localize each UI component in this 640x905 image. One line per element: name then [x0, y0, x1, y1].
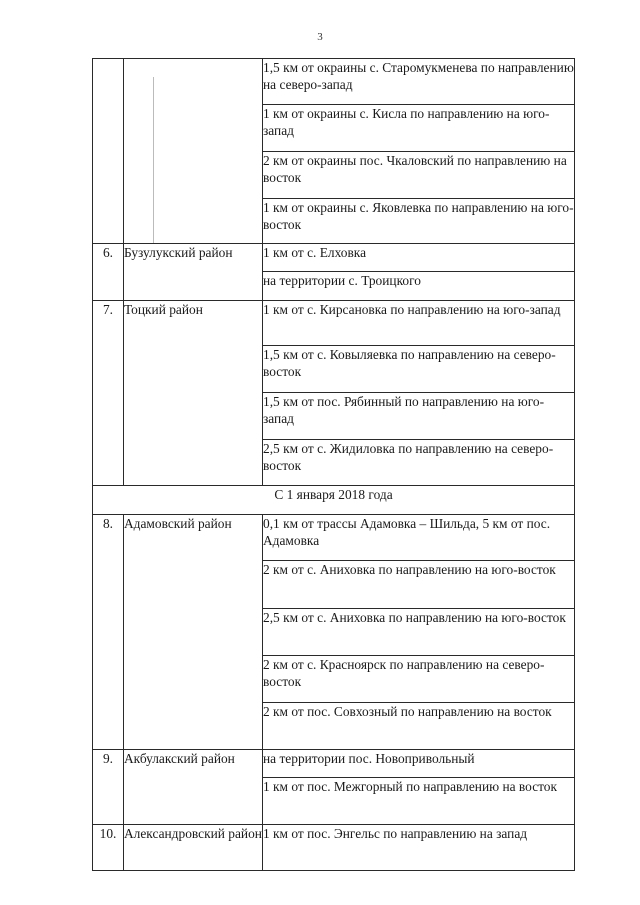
table-row — [93, 750, 575, 778]
district-cell — [124, 59, 263, 244]
number-cell — [93, 59, 124, 244]
location-cell: 1,5 км от окраины с. Старомукменева по направлению на северо-запад — [263, 59, 575, 105]
districts-table — [92, 58, 575, 871]
scan-line — [153, 77, 154, 243]
table-row — [93, 301, 575, 346]
location-cell: 1 км от окраины с. Яковлевка по направлению на юго-восток — [263, 199, 575, 244]
row-number: 7. — [93, 301, 124, 486]
table-row — [93, 825, 575, 871]
row-number: 10. — [93, 825, 124, 871]
location-cell: 1 км от с. Елховка — [263, 244, 575, 272]
district-name: Александровский район — [124, 825, 263, 871]
location-cell: 2 км от с. Аниховка по направлению на юго-восток — [263, 561, 575, 609]
page-number: 3 — [317, 31, 323, 43]
location-cell: 1,5 км от с. Ковыляевка по направлению на северо-восток — [263, 346, 575, 393]
table-row — [93, 244, 575, 272]
table-row — [93, 515, 575, 561]
location-cell: 0,1 км от трассы Адамовка – Шильда, 5 км от пос. Адамовка — [263, 515, 575, 561]
district-name: Адамовский район — [124, 515, 263, 750]
location-cell: 1 км от окраины с. Кисла по направлению на юго-запад — [263, 105, 575, 152]
location-cell: 1 км от с. Кирсановка по направлению на юго-запад — [263, 301, 575, 346]
district-name: Бузулукский район — [124, 244, 263, 301]
location-cell: 2,5 км от с. Жидиловка по направлению на северо-восток — [263, 440, 575, 486]
section-row — [93, 486, 575, 515]
district-name: Акбулакский район — [124, 750, 263, 825]
location-cell: 2 км от с. Красноярск по направлению на северо-восток — [263, 656, 575, 703]
location-cell: 1,5 км от пос. Рябинный по направлению на юго-запад — [263, 393, 575, 440]
district-name: Тоцкий район — [124, 301, 263, 486]
location-cell: на территории с. Троицкого — [263, 272, 575, 301]
location-cell: 2,5 км от с. Аниховка по направлению на юго-восток — [263, 609, 575, 656]
row-number: 6. — [93, 244, 124, 301]
row-number: 8. — [93, 515, 124, 750]
location-cell: 2 км от пос. Совхозный по направлению на восток — [263, 703, 575, 750]
location-cell: 1 км от пос. Энгельс по направлению на запад — [263, 825, 575, 871]
section-heading: С 1 января 2018 года — [93, 486, 575, 515]
table-row — [93, 59, 575, 105]
location-cell: 2 км от окраины пос. Чкаловский по направлению на восток — [263, 152, 575, 199]
location-cell: 1 км от пос. Межгорный по направлению на восток — [263, 778, 575, 825]
location-cell: на территории пос. Новопривольный — [263, 750, 575, 778]
row-number: 9. — [93, 750, 124, 825]
